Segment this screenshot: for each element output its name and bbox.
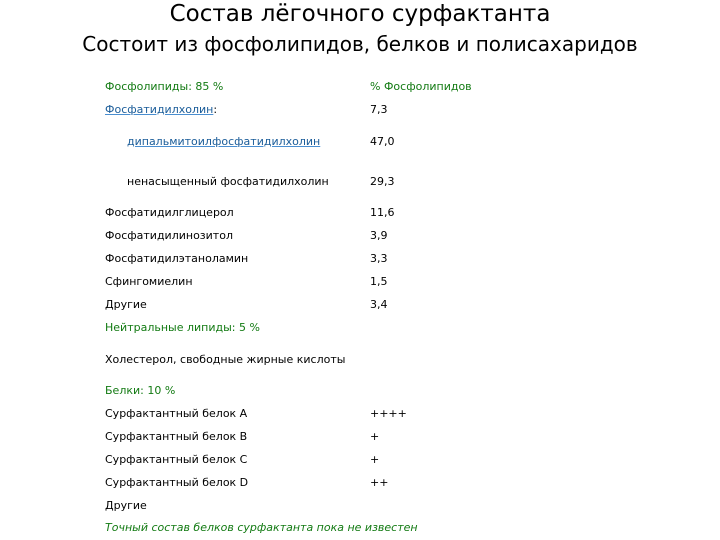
table-row-name: Фосфатидилинозитол bbox=[105, 229, 233, 242]
protein-row-value: + bbox=[370, 430, 380, 443]
table-row-value: 3,9 bbox=[370, 229, 388, 242]
phosphatidylcholine-link[interactable]: Фосфатидилхолин bbox=[105, 103, 214, 116]
table-row-name: Фосфатидилглицерол bbox=[105, 206, 234, 219]
table-row-phosphatidylcholine bbox=[105, 103, 217, 117]
protein-row-name: Сурфактантный белок С bbox=[105, 453, 248, 466]
neutral-lipids-text: Холестерол, свободные жирные кислоты bbox=[105, 353, 346, 366]
table-row-name: Фосфатидилэтаноламин bbox=[105, 252, 249, 265]
proteins-note: Точный состав белков сурфактанта пока не известен bbox=[105, 521, 418, 534]
table-row-value: 1,5 bbox=[370, 275, 388, 288]
phosphatidylcholine-suffix: : bbox=[213, 103, 218, 116]
protein-row-value: ++ bbox=[370, 476, 389, 489]
table-row-name: Сфингомиелин bbox=[105, 275, 193, 288]
phosphatidylcholine-value: 7,3 bbox=[370, 103, 388, 116]
table-row-value: 11,6 bbox=[370, 206, 395, 219]
sub-row-value: 47,0 bbox=[370, 135, 395, 148]
protein-row-value: ++++ bbox=[370, 407, 407, 420]
table-row-name: Другие bbox=[105, 298, 147, 311]
protein-row-value: + bbox=[370, 453, 380, 466]
phospholipids-heading: Фосфолипиды: 85 % bbox=[105, 80, 224, 93]
sub-row-value: 29,3 bbox=[370, 175, 395, 188]
table-row-value: 3,3 bbox=[370, 252, 388, 265]
proteins-other: Другие bbox=[105, 499, 147, 512]
sub-row-name: ненасыщенный фосфатидилхолин bbox=[127, 175, 329, 188]
protein-row-name: Сурфактантный белок D bbox=[105, 476, 249, 489]
neutral-lipids-heading: Нейтральные липиды: 5 % bbox=[105, 321, 260, 334]
protein-row-name: Сурфактантный белок А bbox=[105, 407, 248, 420]
phospholipids-percent-heading: % Фосфолипидов bbox=[370, 80, 472, 93]
sub-row-name-dipalmitoyl-link[interactable]: дипальмитоилфосфатидилхолин bbox=[127, 135, 321, 148]
page-title: Состав лёгочного сурфактанта bbox=[169, 1, 551, 27]
proteins-heading: Белки: 10 % bbox=[105, 384, 176, 397]
page-subtitle: Состоит из фосфолипидов, белков и полисахаридов bbox=[82, 32, 638, 56]
protein-row-name: Сурфактантный белок В bbox=[105, 430, 248, 443]
table-row-value: 3,4 bbox=[370, 298, 388, 311]
